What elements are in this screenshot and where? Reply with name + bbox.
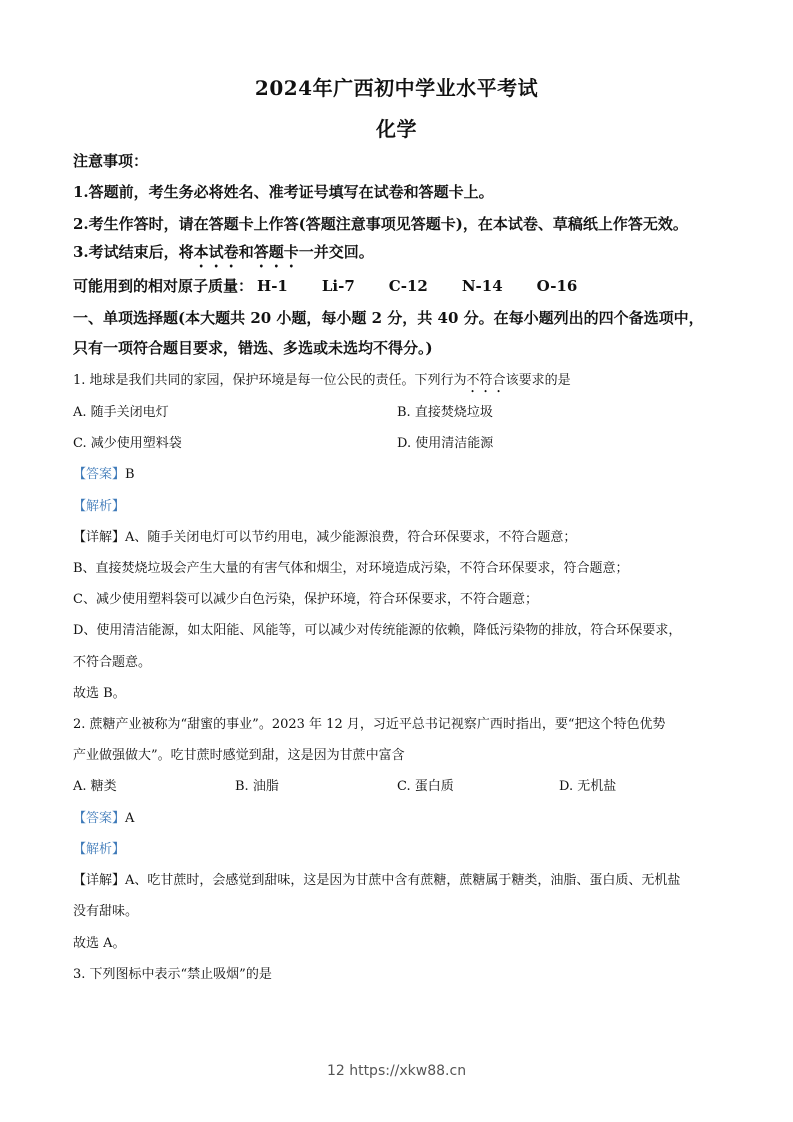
detail-text: A、随手关闭电灯可以节约用电，减少能源浪费，符合环保要求，不符合题意； (125, 530, 577, 545)
mass-c: C-12 (388, 277, 428, 295)
answer-value: B (125, 467, 135, 482)
question-1-option-c: C. 减少使用塑料袋 (73, 436, 182, 451)
question-1-detail-1 (73, 526, 576, 545)
page-footer: 12 https://xkw88.cn (326, 1063, 467, 1079)
subject-title: 化学 (376, 117, 417, 141)
mass-h: H-1 (257, 277, 288, 295)
notice-item-3-emph-card: 答题卡 (253, 243, 299, 261)
question-3-stem: 3. 下列图标中表示“禁止吸烟”的是 (73, 967, 272, 982)
question-1-option-b: B. 直接焚烧垃圾 (397, 405, 493, 420)
notice-item-3-emph-paper: 本试卷 (193, 243, 239, 261)
question-2-option-c: C. 蛋白质 (397, 779, 454, 794)
mass-o: O-16 (536, 277, 578, 295)
detail-text: A、吃甘蔗时，会感觉到甜味，这是因为甘蔗中含有蔗糖，蔗糖属于糖类，油脂、蛋白质、无机盐 (125, 873, 681, 888)
question-1-stem-emph: 不符合 (466, 373, 506, 388)
question-2-option-b: B. 油脂 (235, 779, 279, 794)
question-2-analysis-tag: 【解析】 (73, 842, 126, 857)
answer-value: A (125, 811, 135, 826)
question-2-conclusion: 故选 A。 (73, 936, 126, 951)
mass-n: N-14 (461, 277, 503, 295)
section-1-line-2: 只有一项符合题目要求，错选、多选或未选均不得分。) (73, 339, 433, 357)
question-2-detail-2: 没有甜味。 (73, 904, 139, 919)
question-1-detail-5: 不符合题意。 (73, 655, 152, 670)
page-title: 2024年广西初中学业水平考试 (254, 76, 539, 100)
answer-tag: 【答案】 (73, 467, 126, 482)
question-1-detail-3: C、减少使用塑料袋可以减少白色污染，保护环境，符合环保要求，不符合题意； (73, 592, 538, 607)
question-1-option-d: D. 使用清洁能源 (397, 436, 494, 451)
question-2-option-a: A. 糖类 (73, 779, 117, 794)
question-1-conclusion: 故选 B。 (73, 686, 126, 701)
notice-item-2: 2.考生作答时，请在答题卡上作答(答题注意事项见答题卡)，在本试卷、草稿纸上作答无效。 (73, 215, 688, 233)
question-2-stem-line-2: 产业做强做大”。吃甘蔗时感觉到甜，这是因为甘蔗中富含 (73, 748, 405, 763)
notice-item-3-mid: 和 (238, 243, 254, 261)
notice-item-1: 1.答题前，考生务必将姓名、准考证号填写在试卷和答题卡上。 (73, 183, 494, 201)
answer-tag: 【答案】 (73, 811, 126, 826)
detail-tag: 【详解】 (73, 530, 126, 545)
question-1-stem (73, 369, 571, 396)
notice-heading: 注意事项： (73, 152, 149, 170)
question-1-detail-4: D、使用清洁能源，如太阳能、风能等，可以减少对传统能源的依赖，降低污染物的排放，符合环保要求， (73, 623, 682, 638)
notice-item-3-prefix: 3.考试结束后，将 (73, 243, 194, 261)
question-1-analysis-tag: 【解析】 (73, 499, 126, 514)
question-1-detail-2: B、直接焚烧垃圾会产生大量的有害气体和烟尘，对环境造成污染，不符合环保要求，符合题意； (73, 561, 629, 576)
question-1-stem-suffix: 该要求的是 (505, 373, 571, 388)
question-1-stem-prefix: 1. 地球是我们共同的家园，保护环境是每一位公民的责任。下列行为 (73, 373, 467, 388)
notice-item-3 (73, 241, 374, 271)
mass-li: Li-7 (321, 277, 355, 295)
question-2-stem-line-1: 2. 蔗糖产业被称为“甜蜜的事业”。2023 年 12 月，习近平总书记视察广西时指出，要“把这个特色优势 (73, 717, 666, 732)
question-2-detail-1 (73, 869, 680, 888)
question-1-answer (73, 463, 135, 482)
question-2-answer (73, 807, 134, 826)
atomic-masses (73, 275, 611, 296)
detail-tag: 【详解】 (73, 873, 126, 888)
atomic-masses-label: 可能用到的相对原子质量： (73, 277, 254, 295)
question-2-option-d: D. 无机盐 (559, 779, 617, 794)
question-1-option-a: A. 随手关闭电灯 (73, 405, 169, 420)
notice-item-3-suffix: 一并交回。 (298, 243, 374, 261)
section-1-line-1: 一、单项选择题(本大题共 20 小题，每小题 2 分，共 40 分。在每小题列出的四个备选项中， (73, 309, 704, 327)
